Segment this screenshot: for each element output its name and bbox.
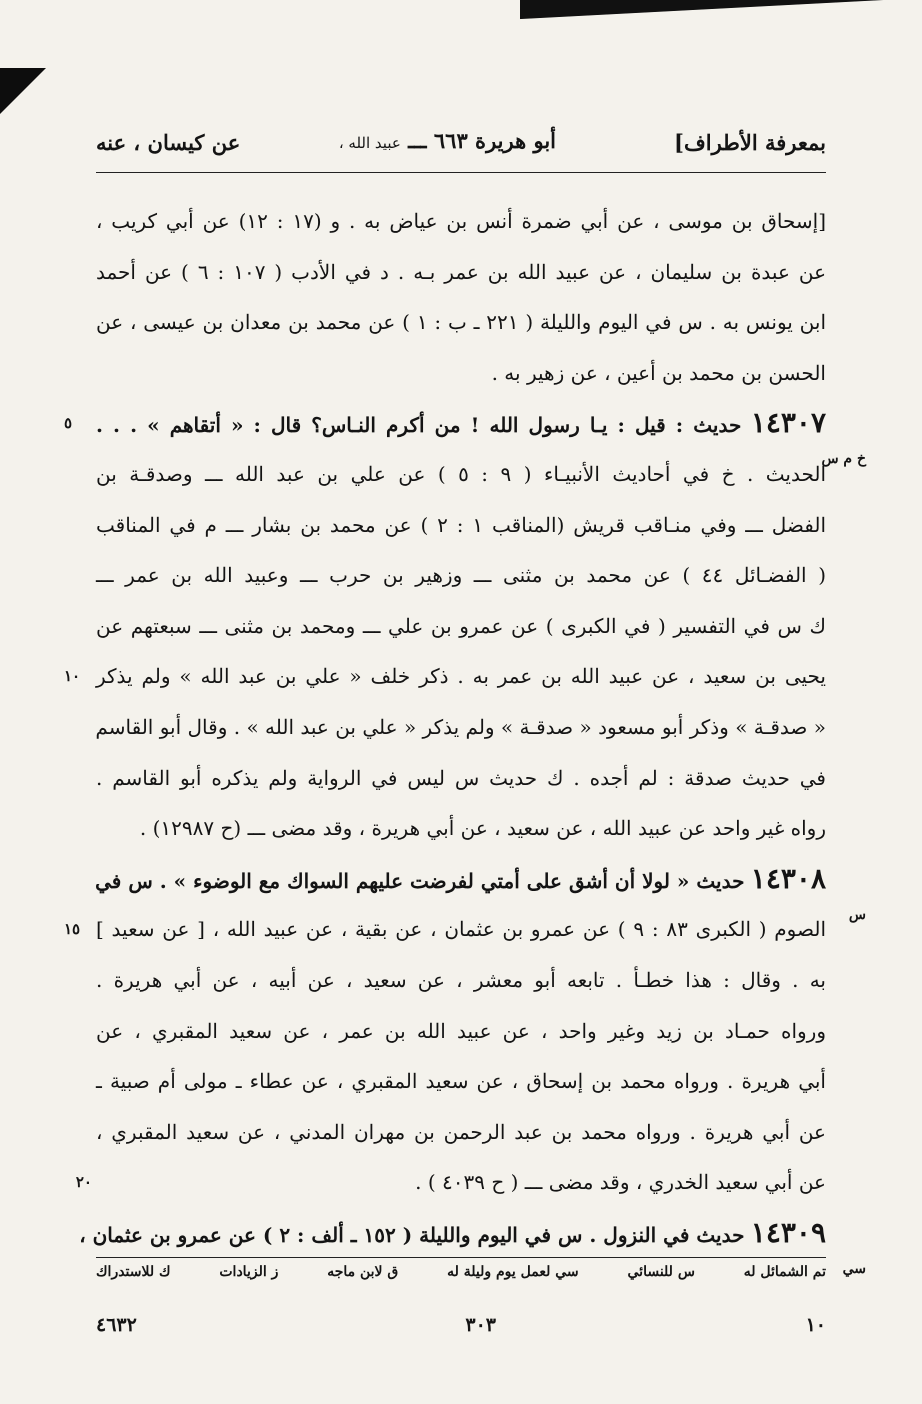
- footer-volume: ١٠: [805, 1314, 826, 1336]
- text-line-content: الصوم ( الكبرى ٨٣ : ٩ ) عن عمرو بن عثمان ، عن بقية ، عن عبيد الله ، [ عن سعيد ]: [96, 917, 827, 942]
- header-section-title: بمعرفة الأطراف]: [674, 130, 826, 155]
- page-footer: [96, 1314, 826, 1346]
- scan-edge-left: [0, 68, 46, 114]
- text-line: « صدقـة » وذكر أبو مسعود « صدقـة » ولم يذكر « علي بن عبد الله » . وقال أبو القاسم: [95, 714, 826, 739]
- entry-sigla: سي: [842, 1260, 866, 1277]
- entry-number: ١٤٣٠٨: [750, 861, 826, 895]
- text-line: ( الفضـائل ٤٤ ) عن محمد بن مثنى ـــ وزهير بن حرب ـــ وعبيد الله بن عمر ـــ: [96, 563, 826, 588]
- margin-line-number: ١٠: [64, 667, 81, 686]
- margin-line-number: ٢٠: [75, 1173, 92, 1192]
- entry-text: حديث « لولا أن أشق على أمتي لفرضت عليهم السواك مع الوضوء » . س في: [95, 868, 745, 893]
- legend-item: ك للاستدراك: [96, 1264, 171, 1280]
- entry-line: [95, 854, 866, 923]
- text-line: ورواه حمـاد بن زيد وغير واحد ، عن عبيد الله بن عمر ، عن سعيد المقبري ، عن: [96, 1018, 826, 1043]
- legend-item: تم الشمائل له: [743, 1264, 826, 1280]
- page-number: ٣٠٣: [465, 1314, 496, 1336]
- legend-item: س للنسائي: [627, 1264, 695, 1280]
- text-line-content: ك س في التفسير ( في الكبرى ) عن عمرو بن علي ـــ ومحمد بن مثنى ـــ سبعتهم عن: [96, 613, 826, 638]
- running-header: [96, 126, 826, 166]
- text-line: الحسن بن محمد بن أعين ، عن زهير به .: [491, 360, 826, 385]
- text-line-content: عن أبي سعيد الخدري ، وقد مضى ـــ ( ح ٤٠٣٩ ) .: [415, 1170, 826, 1195]
- text-line: [إسحاق بن موسى ، عن أبي ضمرة أنس بن عياض به . و (١٧ : ١٢) عن أبي كريب ،: [96, 209, 827, 233]
- text-line: الحديث . خ في أحاديث الأنبيـاء ( ٩ : ٥ ) عن علي بن عبد الله ـــ وصدقـة بن: [96, 461, 827, 486]
- header-rule: [96, 172, 826, 173]
- entry-number: ١٤٣٠٧: [750, 406, 827, 440]
- footnote-rule: [96, 1257, 826, 1258]
- text-line: ابن يونس به . س في اليوم والليلة ( ٢٢١ ـ ب : ١ ) عن محمد بن معدان بن عيسى ، عن: [96, 310, 827, 335]
- margin-line-number: ٥: [64, 414, 73, 433]
- entry-sigla: س: [848, 906, 866, 923]
- text-line: [75, 1157, 826, 1208]
- sigla-legend: [96, 1264, 826, 1294]
- margin-line-number: ١٥: [64, 920, 81, 939]
- header-chapter: [339, 128, 556, 153]
- text-line-content: يحيى بن سعيد ، عن عبيد الله بن عمر به . ذكر خلف « علي بن عبد الله » ولم يذكر: [96, 664, 826, 689]
- text-line: الفضل ـــ وفي منـاقب قريش (المناقب ١ : ٢ ) عن محمد بن بشار ـــ م في المناقب: [96, 512, 827, 537]
- text-line: عن عبدة بن سليمان ، عن عبيد الله بن عمر بـه . د في الأدب ( ١٠٧ : ٦ ) عن أحمد: [96, 259, 827, 284]
- text-line: [96, 601, 826, 652]
- header-chain: عن كيسان ، عنه: [96, 130, 241, 155]
- legend-item: سي لعمل يوم وليلة له: [447, 1264, 579, 1280]
- entry-text: حديث : قيل : يـا رسول الله ! من أكرم النـاس؟ قال : « أتقاهم » . . .: [96, 413, 742, 438]
- text-line: عن أبي هريرة . ورواه محمد بن عبد الرحمن بن مهران المدني ، عن سعيد المقبري ،: [96, 1119, 826, 1144]
- entry-text: حديث في النزول . س في اليوم والليلة ( ١٥٢ ـ ألف : ٢ ) عن عمرو بن عثمان ،: [79, 1222, 745, 1247]
- header-chapter-main: أبو هريرة ٦٦٣ ـــ: [408, 128, 556, 153]
- entry-number: ١٤٣٠٩: [750, 1215, 826, 1249]
- text-line: [64, 651, 826, 702]
- entry-line: [64, 398, 866, 468]
- footer-index: ٤٦٣٢: [96, 1314, 137, 1336]
- legend-item: ز الزيادات: [219, 1264, 279, 1280]
- text-line: به . وقال : هذا خطـأ . تابعه أبو معشر ، عن سعيد ، عن أبيه ، عن أبي هريرة .: [96, 967, 826, 992]
- text-line: في حديث صدقة : لم أجده . ك حديث س ليس في الرواية ولم يذكره أبو القاسم .: [96, 765, 826, 790]
- entry-sigla: خ م س: [821, 451, 866, 468]
- text-line: [64, 904, 827, 955]
- text-line: رواه غير واحد عن عبيد الله ، عن سعيد ، عن أبي هريرة ، وقد مضى ـــ (ح ١٢٩٨٧) .: [139, 816, 826, 841]
- header-chapter-sub: عبيد الله ،: [338, 134, 401, 152]
- text-line: أبي هريرة . ورواه محمد بن إسحاق ، عن سعيد المقبري ، عن عطاء ـ مولى أم صبية ـ: [96, 1069, 826, 1094]
- legend-item: ق لابن ماجه: [327, 1264, 399, 1280]
- book-page: [64, 0, 866, 1404]
